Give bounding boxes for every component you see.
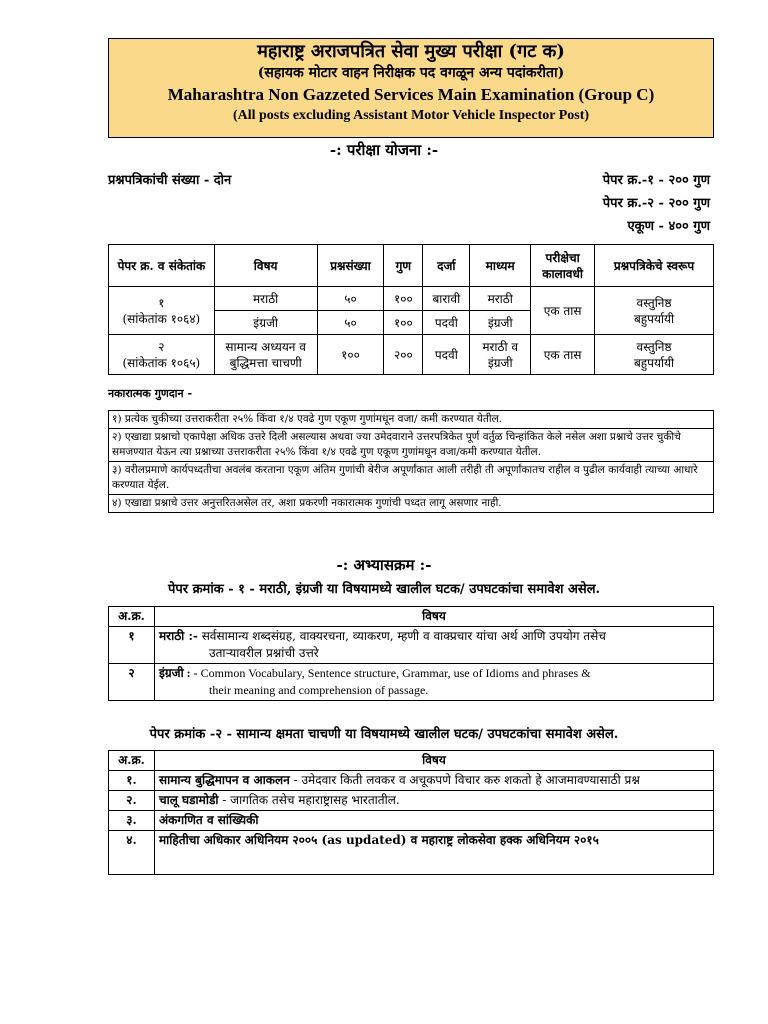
syllabus-item (155, 771, 714, 791)
col-header-medium: माध्यम (470, 245, 531, 287)
negative-marking-heading: नकारात्मक गुणदान - (108, 387, 193, 400)
col-header-marks: गुण (384, 245, 423, 287)
col-header-paper: पेपर क्र. व संकेतांक (109, 245, 215, 287)
serial-number: १ (109, 627, 155, 664)
paper2-code: (सांकेतांक १०६५) (122, 355, 201, 370)
table-cell: मराठी व इंग्रजी (470, 335, 531, 375)
paper2-marks: पेपर क्र.-२ - २०० गुण (602, 196, 710, 211)
subtitle-english: (All posts excluding Assistant Motor Vehicle Inspector Post) (232, 108, 590, 123)
table-row (109, 791, 714, 811)
col-header-serial: अ.क्र. (109, 751, 155, 771)
table-cell: एक तास (531, 287, 595, 335)
table-cell: १०० (384, 287, 423, 311)
table-row (109, 664, 714, 701)
exam-scheme-table (108, 244, 714, 375)
paper2-number: २ (158, 339, 165, 354)
serial-number: ४. (109, 831, 155, 875)
item-label: चालू घडामोडी (159, 793, 219, 807)
table-row (109, 831, 714, 875)
serial-number: २ (109, 664, 155, 701)
scheme-heading: -: परीक्षा योजना :- (329, 141, 439, 159)
table-cell: इंग्रजी (470, 311, 531, 335)
item-text-continued: उताऱ्यावरील प्रश्नांची उत्तरे (209, 646, 319, 660)
item-text-continued: their meaning and comprehension of passage. (209, 683, 429, 697)
col-header-level: दर्जा (423, 245, 470, 287)
paper1-marks: पेपर क्र.-१ - २०० गुण (602, 173, 710, 188)
syllabus-item (155, 831, 714, 875)
serial-number: ३. (109, 811, 155, 831)
total-marks: एकूण - ४०० गुण (627, 219, 710, 234)
col-header-subject: विषय (155, 751, 714, 771)
subtitle-marathi: (सहायक मोटार वाहन निरीक्षक पद वगळून अन्य पदांकरीता) (257, 65, 565, 81)
serial-number: २. (109, 791, 155, 811)
table-row (109, 811, 714, 831)
col-header-duration: परीक्षेचा कालावधी (531, 245, 595, 287)
table-cell: इंग्रजी (214, 311, 317, 335)
negative-rule: १) प्रत्येक चुकीच्या उत्तराकरीता २५% किंवा १/४ एवढे गुण एकूण गुणांमधून वजा/ कमी करण्यात येतील. (109, 411, 714, 429)
syllabus-item (155, 791, 714, 811)
negative-marking-table (108, 410, 714, 513)
table-cell: १०० (317, 335, 384, 375)
table-cell: पदवी (423, 311, 470, 335)
paper2-id-cell (109, 335, 215, 375)
negative-rule: ३) वरीलप्रमाणे कार्यपध्दतीचा अवलंब करताना एकूण अंतिम गुणांची बेरीज अपूर्णांकात आली तरीही ती अपूर्णांकातच राहील व पुढील कार्यवाही त्याच्या आधारे करण्यात येईल. (109, 462, 714, 495)
table-cell: सामान्य अध्ययन व बुद्धिमत्ता चाचणी (214, 335, 317, 375)
table-cell: एक तास (531, 335, 595, 375)
col-header-format: प्रश्नपत्रिकेचे स्वरूप (595, 245, 714, 287)
table-cell: ५० (317, 311, 384, 335)
paper1-syllabus-heading: पेपर क्रमांक - १ - मराठी, इंग्रजी या विषयामध्ये खालील घटक/ उपघटकांचा समावेश असेल. (167, 582, 601, 597)
serial-number: १. (109, 771, 155, 791)
paper1-id-cell (109, 287, 215, 335)
item-text: - उमेदवार किती लवकर व अचूकपणे विचार करु शकतो हे आजमावण्यासाठी प्रश्न (289, 773, 640, 787)
item-text: Common Vocabulary, Sentence structure, Grammar, use of Idioms and phrases & (197, 666, 591, 680)
item-text: - जागतिक तसेच महाराष्ट्रासह भारतातील. (218, 793, 400, 807)
table-cell: वस्तुनिष्ठ बहुपर्यायी (595, 335, 714, 375)
table-cell: ५० (317, 287, 384, 311)
col-header-subject: विषय (214, 245, 317, 287)
item-label: अंकगणित व सांख्यिकी (159, 813, 259, 827)
paper2-syllabus-table (108, 750, 714, 875)
item-text: सर्वसामान्य शब्दसंग्रह, वाक्यरचना, व्याकरण, म्हणी व वाक्प्रचार यांचा अर्थ आणि उपयोग तसेच (197, 629, 606, 643)
table-cell: २०० (384, 335, 423, 375)
table-cell: वस्तुनिष्ठ बहुपर्यायी (595, 287, 714, 335)
table-cell: पदवी (423, 335, 470, 375)
item-label: इंग्रजी : - (159, 666, 198, 680)
table-row (109, 771, 714, 791)
table-cell: १०० (384, 311, 423, 335)
col-header-questions: प्रश्नसंख्या (317, 245, 384, 287)
table-cell: बारावी (423, 287, 470, 311)
syllabus-item (155, 811, 714, 831)
negative-rule: ४) एखाद्या प्रश्नाचे उत्तर अनुत्तरितअसेल तर, अशा प्रकरणी नकारात्मक गुणांची पध्दत लागू असणार नाही. (109, 495, 714, 513)
col-header-serial: अ.क्र. (109, 607, 155, 627)
paper1-code: (सांकेतांक १०६४) (122, 311, 201, 326)
table-cell: मराठी (214, 287, 317, 311)
item-label: सामान्य बुद्धिमापन व आकलन (159, 773, 290, 787)
item-label: मराठी :- (159, 629, 198, 643)
paper1-number: १ (158, 295, 165, 310)
paper-count: प्रश्नपत्रिकांची संख्या - दोन (108, 173, 232, 188)
paper2-syllabus-heading: पेपर क्रमांक -२ - सामान्य क्षमता चाचणी या विषयामध्ये खालील घटक/ उपघटकांचा समावेश असेल. (149, 727, 619, 742)
syllabus-item (155, 627, 714, 664)
table-cell: मराठी (470, 287, 531, 311)
exam-title-box (108, 38, 714, 138)
syllabus-item (155, 664, 714, 701)
table-row (109, 627, 714, 664)
title-marathi: महाराष्ट्र अराजपत्रित सेवा मुख्य परीक्षा (गट क) (257, 41, 565, 62)
col-header-subject: विषय (155, 607, 714, 627)
title-english: Maharashtra Non Gazzeted Services Main Examination (Group C) (167, 85, 655, 104)
syllabus-heading: -: अभ्यासक्रम :- (336, 556, 432, 574)
paper1-syllabus-table (108, 606, 714, 701)
negative-rule: २) एखाद्या प्रश्नाचो एकापेक्षा अधिक उत्तरे दिली असल्यास अथवा ज्या उमेदवाराने उत्तरपत्रिकेत पूर्ण वर्तुळ चिन्हांकित केले नसेल अशा प्रश्नाचे उत्तर चुकीचे समजण्यात येऊन त्या प्रश्नाच्या उत्तराकरीता २५% किंवा १/४ एवढे गुण एकूण गुणांमधून वजा/कमी करण्यात येतील. (109, 429, 714, 462)
item-label: माहितीचा अधिकार अधिनियम २००५ (as updated) व महाराष्ट्र लोकसेवा हक्क अधिनियम २०१५ (159, 833, 599, 847)
